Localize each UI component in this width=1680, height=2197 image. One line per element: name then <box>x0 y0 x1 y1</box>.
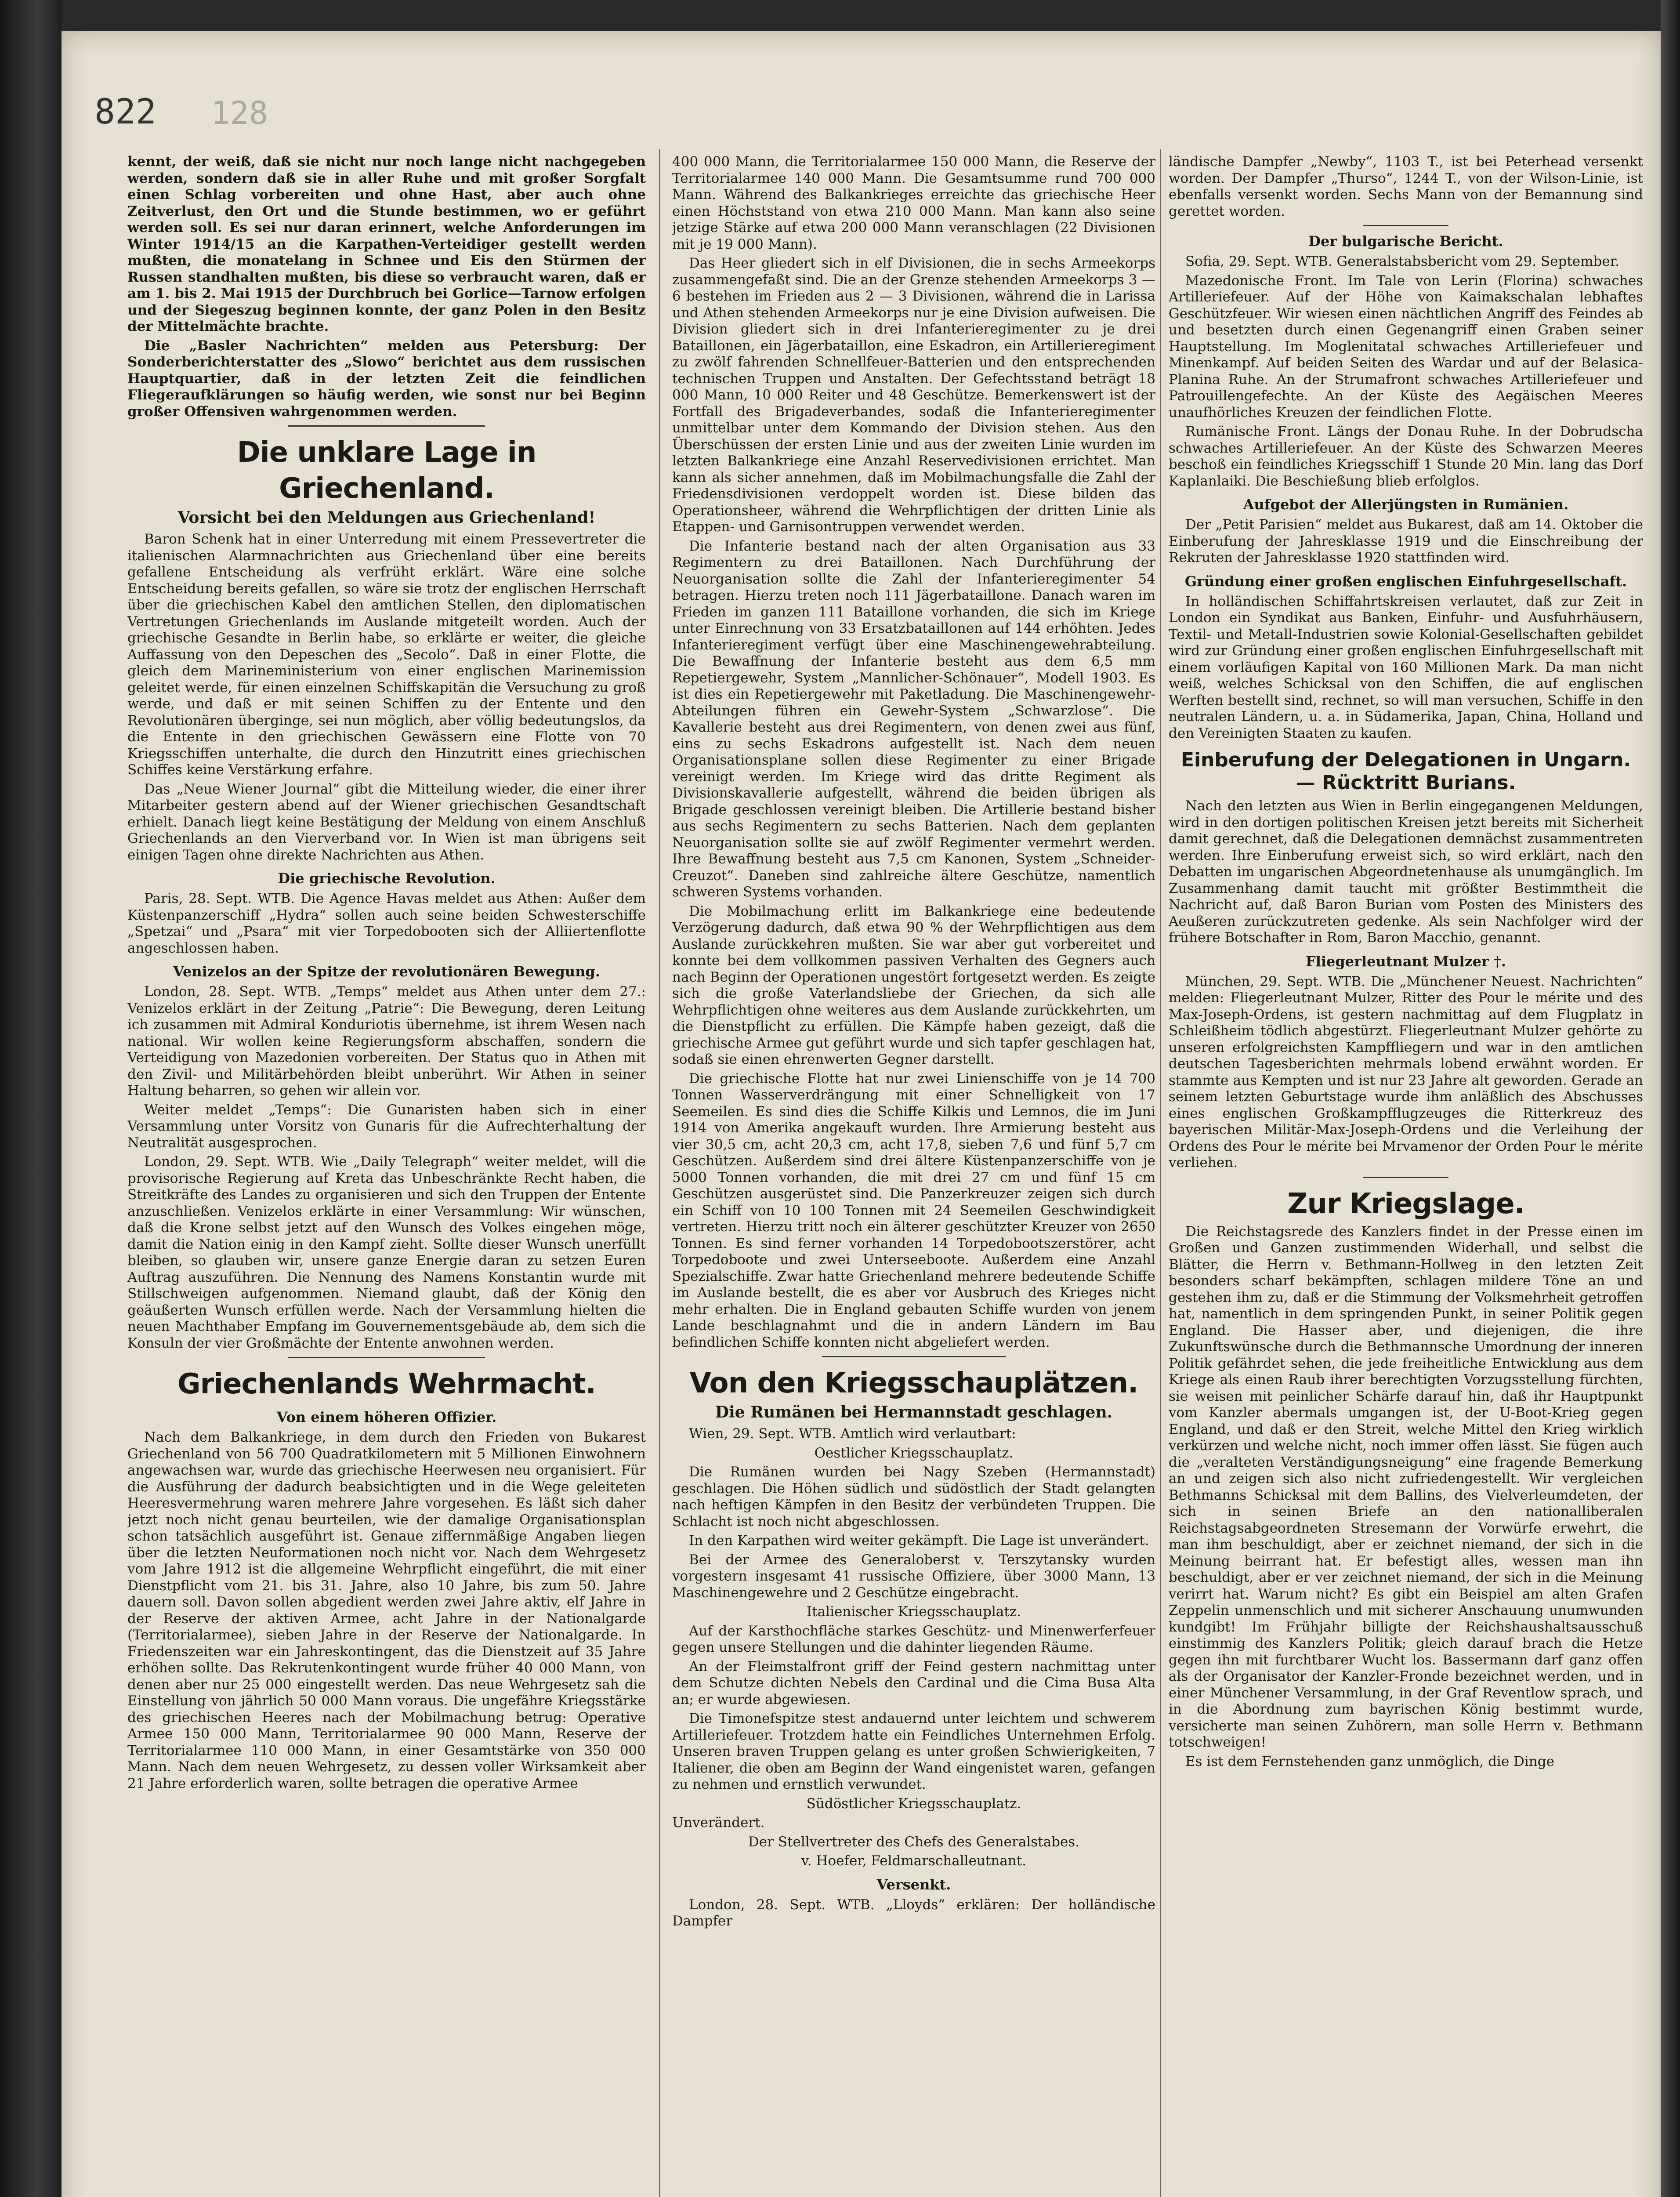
col2-p15: London, 28. Sept. WTB. „Lloyds“ erklären: Der holländische Dampfer <box>672 1896 1155 1929</box>
headline-wehrmacht: Griechenlands Wehrmacht. <box>177 1368 596 1400</box>
page-number: 822 <box>94 92 156 132</box>
headline-griechenland: Die unklare Lage in Griechenland. <box>237 436 536 505</box>
col2-p9: Italienischer Kriegsschauplatz. <box>806 1604 1021 1620</box>
col1-p5: Weiter meldet „Temps“: Die Gunaristen haben sich in einer Versammlung unter Vorsitz von Gunaris für die Aufrechterhaltung der Neutralität ausgesprochen. <box>127 1102 646 1151</box>
headline-kriegslage: Zur Kriegslage. <box>1287 1187 1524 1220</box>
heading-aufgebot: Aufgebot der Allerjüngsten in Rumänien. <box>1243 496 1569 513</box>
col1-p7: Nach dem Balkankriege, in dem durch den Frieden von Bukarest Griechenland von 56 700 Quadratkilometern mit 5 Millionen Einwohnern angewachsen war, wurde das griechische Heerwesen neu organisiert. Für die Ausführung der dadurch beabsichtigten und in die Wege geleiteten Heeresvermehrung waren mehrere Jahre vorgesehen. Es läßt sich daher jetzt noch nicht genau beurteilen, wie der damalige Organisationsplan schon tatsächlich ausgeführt ist. Genaue ziffernmäßige Angaben liegen über die letzten Neuformationen noch nicht vor. Nach dem Wehrgesetz vom Jahre 1912 ist die allgemeine Wehrpflicht eingeführt, die mit einer Dienstpflicht vom 21. bis 31. Jahre, also 10 Jahre, bis zum 50. Jahre dauern soll. Davon sollen abgedient werden zwei Jahre aktiv, elf Jahre in der Reserve der aktiven Armee, acht Jahre in der Nationalgarde (Territorialarmee), sieben Jahre in der Reserve der Nationalgarde. In Friedenszeiten war ein Jahreskontingent, das die Dienstzeit auf 35 Jahre erhöhen sollte. Das Rekrutenkontingent wurde früher 40 000 Mann, von denen aber nur 25 000 eingestellt werden. Das neue Wehrgesetz sah die Einstellung von jährlich 50 000 Mann voraus. Die ungefähre Kriegsstärke des griechischen Heeres nach der Mobilmachung betrug: Operative Armee 150 000 Mann, Territorialarmee 90 000 Mann, Reserve der Territorialarmee 110 000 Mann, in einer Gesamtstärke von 350 000 Mann. Nach dem neuen Wehrgesetz, zu dessen voller Wirksamkeit aber 21 Jahre erforderlich waren, sollte betragen die operative Armee <box>127 1429 646 1791</box>
separator <box>1363 225 1448 226</box>
col3-p2: Mazedonische Front. Im Tale von Lerin (Florina) schwaches Artilleriefeuer. Auf der Höhe von Kaimakschalan lebhaftes Geschützfeuer. Wir wiesen einen nächtlichen Angriff des Feindes ab und besetzten durch einen Gegenangriff einen Graben seiner Hauptstellung. Im Moglenitatal schwaches Artilleriefeuer und Minenkampf. Auf beiden Seiten des Wardar und auf der Belasica-Planina Ruhe. An der Strumafront schwaches Artilleriefeuer und Patrouillengefechte. An der Küste des Aegäischen Meeres unaufhörliches Kreuzen der feindlichen Flotte. <box>1169 272 1643 421</box>
col2-p4: Die griechische Flotte hat nur zwei Linienschiffe von je 14 700 Tonnen Wasserverdrängung mit einer Schnelligkeit von 17 Seemeilen. Es sind dies die Schiffe Kilkis und Lemnos, die im Juni 1914 von Amerika angekauft wurden. Ihre Armierung besteht aus vier 30,5 cm, acht 20,3 cm, acht 17,8, sieben 7,6 und fünf 5,7 cm Geschützen. Außerdem sind drei ältere Küstenpanzerschiffe von je 5000 Tonnen vorhanden, die mit drei 27 cm und fünf 15 cm Geschützen ausgerüstet sind. Die Panzerkreuzer zeigen sich durch ein Schiff von 10 100 Tonnen mit 24 Seemeilen Geschwindigkeit vertreten. Hierzu tritt noch ein älterer geschützter Kreuzer von 2650 Tonnen. Es sind ferner vorhanden 14 Torpedobootszerstörer, acht Torpedoboote und zwei Unterseeboote. Außerdem eine Anzahl Spezialschiffe. Zwar hatte Griechenland mehrere bedeutende Schiffe im Auslande bestellt, die es aber vor Ausbruch des Krieges nicht mehr erhalten. Die in England gebauten Schiffe wurden von jenem Lande beschlagnahmt und die in andern Ländern im Bau befindlichen Schiffe konnten nicht abgeliefert werden. <box>672 1070 1155 1350</box>
col2-p12: Die Timonefspitze stest andauernd unter leichtem und schwerem Artilleriefeuer. Trotzdem hatte ein Feindliches Unternehmen Erfolg. Unseren braven Truppen gelang es unter großen Schwierigkeiten, 7 Italiener, die oben am Beginn der Wand eingenistet waren, gefangen zu nehmen und ernstlich verwundet. <box>672 1711 1155 1792</box>
col2-signature-1: Der Stellvertreter des Chefs des Generalstabes. <box>748 1834 1080 1850</box>
subheadline-vorsicht: Vorsicht bei den Meldungen aus Griechenland! <box>177 508 596 527</box>
heading-venizelos: Venizelos an der Spitze der revolutionären Bewegung. <box>173 963 600 980</box>
heading-einfuhrgesellschaft: Gründung einer großen englischen Einfuhrgesellschaft. <box>1184 573 1627 590</box>
col2-p2: Die Infanterie bestand nach der alten Organisation aus 33 Regimentern zu drei Bataillonen. Nach Durchführung der Neuorganisation sollte die Zahl der Infanterieregimenter 54 betragen. Hierzu treten noch 111 Jägerbataillone. Danach waren im Frieden im ganzen 111 Bataillone vorhanden, die sich im Kriege unter Einrechnung von 33 Ersatzbataillonen auf 144 erhöhten. Jedes Infanterieregiment verfügt über eine Maschinengewehrabteilung. Die Bewaffnung der Infanterie besteht aus dem 6,5 mm Repetiergewehr, System „Mannlicher-Schönauer“, Modell 1903. Es ist dies ein Repetiergewehr mit Paketladung. Die Maschinengewehr-Abteilungen führen ein Gewehr-System „Schwarzlose“. Die Kavallerie besteht aus drei Regimentern, von denen zwei aus fünf, eins zu sechs Eskadrons aufgestellt ist. Nach dem neuen Organisationsplane sollen diese Regimenter zu einer Brigade vereinigt werden. Im Kriege wird das dritte Regiment als Divisionskavallerie aufgestellt, während die beiden übrigen als Brigade geschlossen vereinigt bleiben. Die Artillerie bestand bisher aus sechs Regimentern zu sechs Batterien. Nach dem geplanten Neuorganisation sollte sie auf zwölf Regimenter vermehrt werden. Ihre Bewaffnung besteht aus 7,5 cm Kanonen, System „Schneider-Creuzot“. Daneben sind zahlreiche ältere Geschütze, namentlich schweren Systems vorhanden. <box>672 538 1155 900</box>
heading-bulgarischer-bericht: Der bulgarische Bericht. <box>1308 233 1503 250</box>
col2-p5b: Oestlicher Kriegsschauplatz. <box>814 1445 1014 1461</box>
page-stamp: 128 <box>211 94 268 131</box>
col2-p5: Wien, 29. Sept. WTB. Amtlich wird verlautbart: <box>689 1426 1016 1442</box>
col3-intro: ländische Dampfer „Newby“, 1103 T., ist bei Peterhead versenkt worden. Der Dampfer „Thurso“, 1244 T., von der Wilson-Linie, ist ebenfalls versenkt worden. Sechs Mann von der Bemannung sind gerettet worden. <box>1169 154 1643 219</box>
col2-p8: Bei der Armee des Generaloberst v. Terszytansky wurden vorgestern insgesamt 41 russische Offiziere, über 3000 Mann, 13 Maschinengewehre und 2 Geschütze eingebracht. <box>672 1552 1155 1601</box>
subheadline-rumaenen: Die Rumänen bei Hermannstadt geschlagen. <box>715 1403 1113 1421</box>
col3-p7: München, 29. Sept. WTB. Die „Münchener Neuest. Nachrichten“ melden: Fliegerleutnant Mulzer, Ritter des Pour le mérite und des Max-Joseph-Ordens, ist gestern nachmittag auf dem Flugplatz in Schleißheim tödlich abgestürzt. Fliegerleutnant Mulzer gehörte zu unseren erfolgreichsten Kampffliegern und war in den amtlichen deutschen Tagesberichten mehrmals lobend erwähnt worden. Er stammte aus Kempten und ist nur 23 Jahre alt geworden. Gerade an seinem letzten Geburtstage wurde ihm anläßlich des Abschusses eines englischen Großkampfflugzeuges die Ritterkreuz des bayerischen Militär-Max-Joseph-Ordens und die Verleihung der Ordens des Pour le mérite bei Mrvamenor der Orden Pour le mérite verliehen. <box>1169 973 1643 1171</box>
col2-p10: Auf der Karsthochfläche starkes Geschütz- und Minenwerferfeuer gegen unsere Stellungen und die dahinter liegenden Räume. <box>672 1623 1155 1655</box>
col3-p4: Der „Petit Parisien“ meldet aus Bukarest, daß am 14. Oktober die Einberufung der Jahresklasse 1919 und die Einschreibung der Rekruten der Jahresklasse 1920 stattfinden wird. <box>1169 517 1643 566</box>
col3-p1: Sofia, 29. Sept. WTB. Generalstabsbericht vom 29. September. <box>1185 254 1620 269</box>
col3-p9: Es ist dem Fernstehenden ganz unmöglich, die Dinge <box>1185 1753 1554 1769</box>
col3-p8: Die Reichstagsrede des Kanzlers findet in der Presse einen im Großen und Ganzen zustimmenden Widerhall, und selbst die Blätter, die Herrn v. Bethmann-Hollweg in den letzten Zeit besonders scharf bekämpften, schlagen mildere Töne an und gestehen ihm zu, daß er die Stimmung der Volksmehrheit getroffen hat, namentlich in dem springenden Punkt, in seiner Politik gegen England. Die Hasser aber, und diejenigen, die ihre Zukunftswünsche durch die Bethmannsche Umordnung der inneren Politik gefährdet sehen, die jede freiheitliche Entwicklung aus dem Kriege als einen Raub ihrer berechtigten Vorzugsstellung fürchten, sie weisen mit peinlicher Schärfe darauf hin, daß ihr Hauptpunkt vom Kanzler abermals umgangen ist, der U-Boot-Krieg gegen England, und daß er den Streit, welche Mittel den Krieg wirklich verkürzen und welche nicht, noch immer offen lässt. Sie fügen auch die „veralteten Verständigungsneigung“ eine fragende Bemerkung an und zeigen sich also nicht zufriedengestellt. Wir vergleichen Bethmanns Schicksal mit dem Ballins, des Vielverleumdeten, der sich in seinen Briefe an den nationalliberalen Reichstagsabgeordneten Stresemann der Vorwürfe erwehrt, die man ihm beschuldigt, aber er zeichnet niemand, der sich in die Meinung beirrant hat. Er befestigt alles, wessen man ihn beschuldigt, aber er ver zeichnet niemand, der sich in die Meinung verirrt hat. Warum nicht? Es gibt ein Beispiel am alten Grafen Zeppelin unmenschlich und mit sicherer Anschauung unumwunden kundgibt! Im Frühjahr billigte der Reichshaushaltsausschuß einstimmig des Kanzlers Politik; gleich darauf brach die Hetze gegen ihn mit furchtbarer Wucht los. Bassermann darf ganz offen als der Organisator der Kanzler-Fronde bezeichnet werden, und in einer Münchener Versammlung, in der Graf Reventlow sprach, und in die Abordnung zum bayrischen König bestimmt wurde, versicherte man seinen Zuhörern, man solle Herrn v. Bethmann totschweigen! <box>1169 1223 1643 1750</box>
col3-p5: In holländischen Schiffahrtskreisen verlautet, daß zur Zeit in London ein Syndikat aus Banken, Einfuhr- und Ausfuhrhäusern, Textil- und Metall-Industrien sowie Kolonial-Gesellschaften gebildet wird zur Gründung einer großen englischen Einfuhrgesellschaft mit einem vorläufigen Kapital von 160 Millionen Mark. Da man nicht weiß, welches Schicksal von den Schiffen, die auf englischen Werften bestellt sind, rechnet, so will man versuchen, Schiffe in den neutralen Ländern, u. a. in Südamerika, Japan, China, Holland und den Vereinigten Staaten zu kaufen. <box>1169 593 1643 741</box>
col2-signature-2: v. Hoefer, Feldmarschalleutnant. <box>801 1853 1027 1869</box>
separator <box>288 425 485 427</box>
col3-p3: Rumänische Front. Längs der Donau Ruhe. In der Dobrudscha schwaches Artilleriefeuer. An der Küste des Schwarzen Meeres beschoß ein feindliches Kriegsschiff 1 Stunde 20 Min. lang das Dorf Kaplanlaiki. Die Beschießung blieb erfolglos. <box>1169 424 1643 489</box>
col2-p7: In den Karpathen wird weiter gekämpft. Die Lage ist unverändert. <box>689 1533 1149 1548</box>
column-3 <box>1169 154 1643 2197</box>
col2-p3: Die Mobilmachung erlitt im Balkankriege eine bedeutende Verzögerung dadurch, daß etwa 90 % der Wehrpflichtigen aus dem Auslande zurückkehren mußten. Sie war aber gut vorbereitet und konnte bei dem vollkommen passiven Verhalten des Gegners auch nach Beginn der Operationen ungestört fortgesetzt werden. Es zeigte sich die große Vaterlandsliebe der Griechen, da sich alle Wehrpflichtigen ohne weiteres aus dem Auslande zurückkehrten, um die Dienstpflicht zu erfüllen. Die Kämpfe haben gezeigt, daß die griechische Armee gut geführt wurde und sich tapfer geschlagen hat, sodaß sie einen ehrenwerten Gegner darstellt. <box>672 903 1155 1067</box>
col2-p11: An der Fleimstalfront griff der Feind gestern nachmittag unter dem Schutze dichten Nebels den Cardinal und die Cima Busa Alta an; er wurde abgewiesen. <box>672 1658 1155 1708</box>
heading-revolution: Die griechische Revolution. <box>278 870 496 887</box>
col1-p3: Paris, 28. Sept. WTB. Die Agence Havas meldet aus Athen: Außer dem Küstenpanzerschiff „Hydra“ sollen auch seine beiden Schwesterschiffe „Spetzai“ und „Psara“ mit vier Torpedobooten sich der Alliiertenflotte angeschlossen haben. <box>127 891 646 956</box>
column-2 <box>672 154 1155 2197</box>
heading-mulzer: Fliegerleutnant Mulzer †. <box>1306 953 1506 970</box>
col2-p1: Das Heer gliedert sich in elf Divisionen, die in sechs Armeekorps zusammengefaßt sind. Die an der Grenze stehenden Armeekorps 3 — 6 bestehen im Frieden aus 2 — 3 Divisionen, während die in Larissa und Athen stehenden Armeekorps nur je eine Division aufweisen. Die Division gliedert sich in drei Infanterieregimenter zu je drei Bataillonen, ein Jägerbataillon, eine Eskadron, ein Artillerieregiment zu zwölf fahrenden Schnellfeuer-Batterien und den entsprechenden technischen Truppen und Anstalten. Der Gefechtsstand beträgt 18 000 Mann, 10 000 Reiter und 48 Geschütze. Bemerkenswert ist der Fortfall des Brigadeverbandes, sodaß die Infanterieregimenter unmittelbar unter dem Kommando der Division stehen. Aus den Überschüssen der ersten Linie und aus der zweiten Linie wurden im letzten Balkankriege eine Anzahl Reservedivisionen errichtet. Man kann als sicher annehmen, daß im Mobilmachungsfalle die Zahl der Friedensdivisionen verdoppelt worden ist. Diese bilden das Operationsheer, während die Wehrpflichtigen der dritten Linie als Etappen- und Garnisontruppen verwendet werden. <box>672 255 1155 535</box>
headline-kriegsschauplaetze: Von den Kriegsschauplätzen. <box>689 1367 1138 1399</box>
newspaper-page <box>62 31 1661 2197</box>
column-rule-1 <box>659 149 660 2197</box>
headline-delegationen: Einberufung der Delegationen in Ungarn. — Rücktritt Burians. <box>1180 749 1631 794</box>
col1-p2: Das „Neue Wiener Journal“ gibt die Mitteilung wieder, die einer ihrer Mitarbeiter gestern abend auf der Wiener griechischen Gesandtschaft erhielt. Danach liegt keine Bestätigung der Meldung von einem Anschluß Griechenlands an den Vierverband vor. In Wien ist man übrigens seit einigen Tagen ohne direkte Nachrichten aus Athen. <box>127 781 646 863</box>
scan-right-edge <box>1661 0 1680 2197</box>
heading-versenkt: Versenkt. <box>876 1876 951 1893</box>
column-1 <box>127 154 646 2197</box>
col1-p1: Baron Schenk hat in einer Unterredung mit einem Pressevertreter die italienischen Alarmnachrichten aus Griechenland über eine bereits gefallene Entscheidung als verfrüht erklärt. Wäre eine solche Entscheidung bereits gefallen, so wäre sie trotz der englischen Herrschaft über die griechischen Kabel den amtlichen Stellen, den diplomatischen Vertretungen Griechenlands im Auslande mitgeteilt worden. Auch der griechische Gesandte in Berlin habe, so erklärte er weiter, die gleiche Auffassung von den Depeschen des „Secolo“. Daß in einer Flotte, die gleich dem Marineministerium von einer englischen Marinemission geleitet werde, für einen einzelnen Schiffskapitän die Versuchung zu groß werde, und daß er mit seinen Schiffen zu der Entente und den Revolutionären überginge, sei nun möglich, aber völlig bedeutungslos, da die Entente in den griechischen Gewässern eine Flotte von 70 Kriegsschiffen unterhalte, die durch den Hinzutritt eines griechischen Schiffes keine Verstärkung erfahre. <box>127 531 646 778</box>
col3-p6: Nach den letzten aus Wien in Berlin eingegangenen Meldungen, wird in den dortigen politischen Kreisen jetzt bereits mit Sicherheit damit gerechnet, daß die Delegationen demnächst zusammentreten werden. Ihre Einberufung erweist sich, so wird erklärt, nach den Debatten im ungarischen Abgeordnetenhause als unumgänglich. Im Zusammenhang damit taucht mit größter Bestimmtheit die Nachricht auf, daß Baron Burian vom Posten des Ministers des Aeußeren zurückzutreten gedenke. Als sein Nachfolger wird der frühere Botschafter in Rom, Baron Macchio, genannt. <box>1169 798 1643 946</box>
col2-p13: Südöstlicher Kriegsschauplatz. <box>806 1795 1021 1812</box>
col2-intro: 400 000 Mann, die Territorialarmee 150 000 Mann, die Reserve der Territorialarmee 140 000 Mann. Die Gesamtsumme rund 700 000 Mann. Während des Balkankrieges erreichte das griechische Heer einen Höchststand von etwa 210 000 Mann. Man kann also seine jetzige Stärke auf etwa 200 000 Mann veranschlagen (22 Divisionen mit je 19 000 Mann). <box>672 154 1155 252</box>
scan-left-edge <box>0 0 62 2197</box>
col1-p4: London, 28. Sept. WTB. „Temps“ meldet aus Athen unter dem 27.: Venizelos erklärt in der Zeitung „Patrie“: Die Bewegung, deren Leitung ich zusammen mit Admiral Konduriotis übernehme, ist ihrem Wesen nach national. Wir wollen keine Regierungsform abschaffen, sondern die Verteidigung von Mazedonien vorbereiten. Der Status quo in Athen mit den Zivil- und Militärbehörden bleibt unberührt. Wir Athen in seiner Haltung beharren, so gehen wir allein vor. <box>127 984 646 1098</box>
col1-p6: London, 29. Sept. WTB. Wie „Daily Telegraph“ weiter meldet, will die provisorische Regierung auf Kreta das Unbeschränkte Recht haben, die Streitkräfte des Landes zu organisieren und sich den Truppen der Entente anzuschließen. Venizelos erklärte in einer Versammlung: Wir wünschen, daß die Krone selbst jetzt auf den Wunsch des Volkes eingehen möge, damit die Nation einig in den Kampf zieht. Sollte dieser Wunsch unerfüllt bleiben, so glauben wir, unsere ganze Energie daran zu setzen Euren Auftrag auszuführen. Die Nennung des Namens Konstantin wurde mit Stillschweigen aufgenommen. Niemand glaubt, daß der König den geäußerten Wunsch erfüllen werde. Nach der Versammlung hielten die neuen Machthaber Empfang im Gouvernementsgebäude ab, dem sich die Konsuln der vier Großmächte der Entente anwohnen werden. <box>127 1154 646 1351</box>
col2-p14: Unverändert. <box>672 1815 765 1831</box>
column-rule-2 <box>1160 149 1161 2197</box>
col2-p6: Die Rumänen wurden bei Nagy Szeben (Hermannstadt) geschlagen. Die Höhen südlich und südöstlich der Stadt gelangten nach heftigen Kämpfen in den Besitz der verbündeten Truppen. Die Schlacht ist noch nicht abgeschlossen. <box>672 1464 1155 1530</box>
separator <box>288 1357 485 1358</box>
separator <box>822 1356 1006 1357</box>
col1-basler: Die „Basler Nachrichten“ melden aus Petersburg: Der Sonderberichterstatter des „Slowo“ berichtet aus dem russischen Hauptquartier, daß in der letzten Zeit die feindlichen Fliegeraufklärungen so häufig werden, wie sonst nur bei Beginn großer Offensiven wahrgenommen werden. <box>127 337 646 420</box>
col1-intro: kennt, der weiß, daß sie nicht nur noch lange nicht nachgegeben werden, sondern daß sie in aller Ruhe und mit großer Sorgfalt einen Schlag vorbereiten und ohne Hast, aber auch ohne Zeitverlust, den Ort und die Stunde bestimmen, wo er geführt werden soll. Es sei nur daran erinnert, welche Anforderungen im Winter 1914/15 an die Karpathen-Verteidiger gestellt werden mußten, die monatelang in Schnee und Eis den Stürmen der Russen standhalten mußten, bis diese so verbraucht waren, daß er am 1. bis 2. Mai 1915 der Durchbruch bei Gorlice—Tarnow erfolgen und der Siegeszug beginnen konnte, der ganz Polen in den Besitz der Mittelmächte brachte. <box>127 154 646 334</box>
separator <box>1363 1177 1448 1178</box>
subheadline-offizier: Von einem höheren Offizier. <box>276 1409 497 1425</box>
